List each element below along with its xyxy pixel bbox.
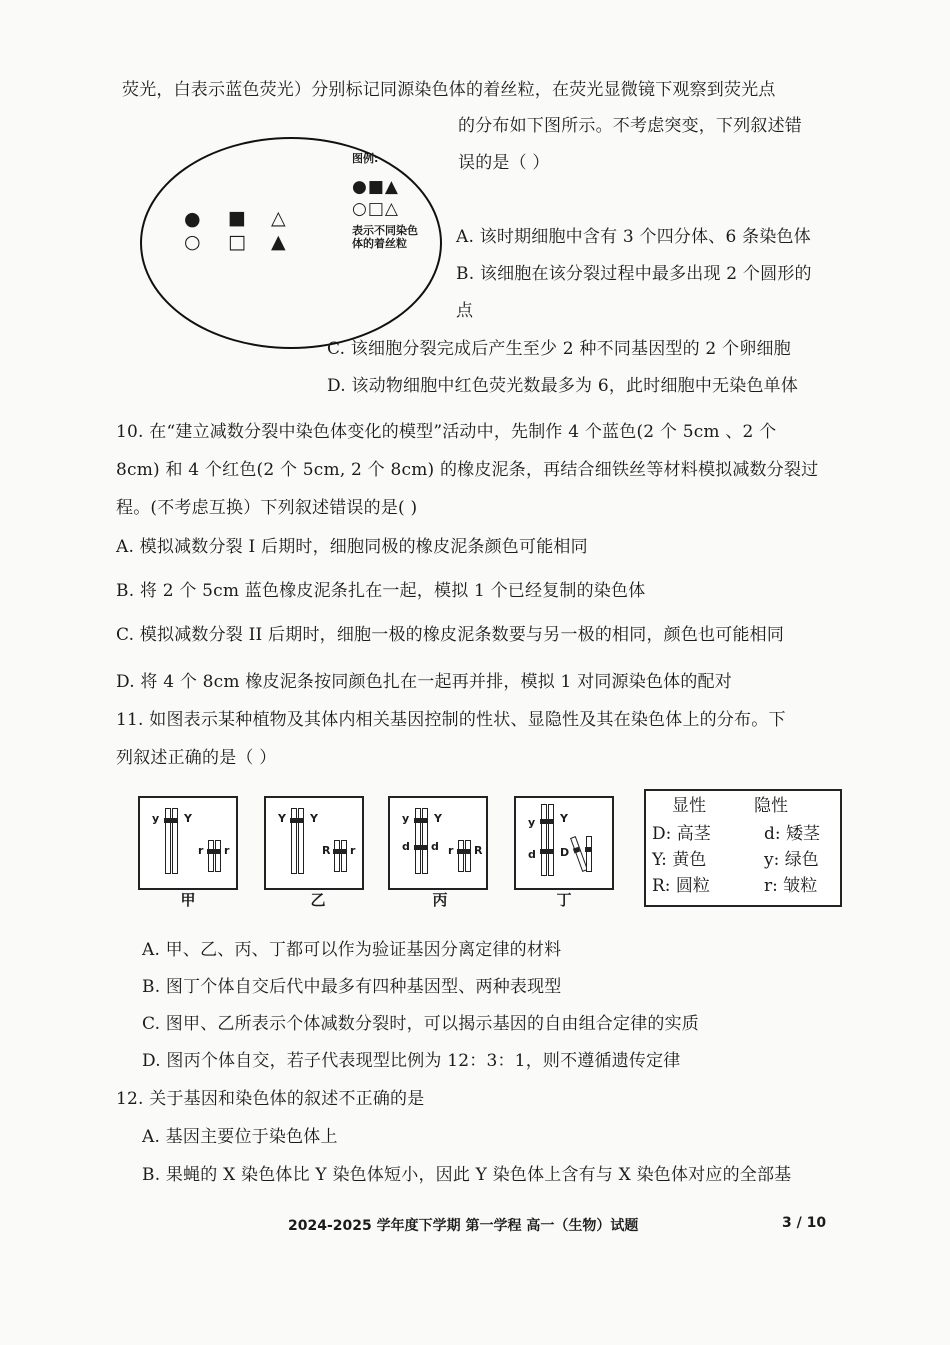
q10-stem-1: 10. 在“建立减数分裂中染色体变化的模型”活动中，先制作 4 个蓝色(2 个 5cm 、2 个 [116, 422, 777, 442]
allele-label: R [474, 844, 483, 857]
allele-label: y [152, 812, 160, 825]
chromosome [422, 808, 428, 874]
allele-label: Y [278, 812, 286, 825]
q10-option-b: B. 将 2 个 5cm 蓝色橡皮泥条扎在一起，模拟 1 个已经复制的染色体 [116, 581, 646, 601]
q10-option-a: A. 模拟减数分裂 I 后期时，细胞同极的橡皮泥条颜色可能相同 [116, 537, 588, 557]
chromosome [215, 840, 221, 872]
q12-option-a: A. 基因主要位于染色体上 [142, 1127, 338, 1147]
gene-panel-bing [388, 796, 488, 890]
q10-option-c: C. 模拟减数分裂 II 后期时，细胞一极的橡皮泥条数要与另一极的相同，颜色也可能相同 [116, 625, 785, 645]
trait-table [644, 789, 842, 907]
allele-label: Y [560, 812, 568, 825]
q9-option-b-cont: 点 [456, 301, 474, 321]
panel-label: 甲 [180, 891, 196, 909]
allele-label: D [560, 846, 570, 859]
allele-label: Y [310, 812, 318, 825]
allele-label: r [448, 844, 454, 857]
table-cell: d: 矮茎 [764, 824, 821, 844]
allele-label: d [431, 840, 439, 853]
table-cell: r: 皱粒 [764, 876, 818, 896]
page-number: 3 / 10 [782, 1215, 827, 1231]
legend-note: 表示不同染色 [352, 224, 418, 237]
table-cell: y: 绿色 [764, 850, 819, 870]
allele-label: r [224, 844, 230, 857]
centromere-symbol: □ [228, 231, 246, 253]
centromere-symbol: ▲ [271, 231, 286, 253]
allele-label: y [528, 816, 536, 829]
legend-row-hollow: ○□△ [352, 199, 399, 219]
q9-line-3: 误的是（ ） [458, 153, 550, 173]
allele-label: y [402, 812, 410, 825]
q10-stem-2: 8cm) 和 4 个红色(2 个 5cm, 2 个 8cm) 的橡皮泥条，再结合细铁丝等材料模拟减数分裂过 [116, 460, 819, 480]
table-cell: D: 高茎 [652, 824, 711, 844]
gene-panel-yi [264, 796, 364, 890]
chromosome [208, 840, 214, 872]
panel-label: 丙 [432, 891, 448, 909]
chromosome [334, 840, 340, 872]
q10-stem-3: 程。(不考虑互换）下列叙述错误的是( ) [116, 498, 418, 518]
allele-label: R [322, 844, 331, 857]
gene-panel-jia [138, 796, 238, 890]
panel-label: 丁 [556, 891, 572, 909]
table-header-dominant: 显性 [672, 796, 706, 816]
chromosome [465, 840, 471, 872]
q11-stem-2: 列叙述正确的是（ ） [116, 748, 277, 768]
panel-label: 乙 [310, 891, 326, 909]
q9-line-1: 荧光，白表示蓝色荧光）分别标记同源染色体的着丝粒，在荧光显微镜下观察到荧光点 [122, 80, 776, 100]
q12-option-b: B. 果蝇的 X 染色体比 Y 染色体短小，因此 Y 染色体上含有与 X 染色体对应的全部基 [142, 1165, 792, 1185]
q11-option-a: A. 甲、乙、丙、丁都可以作为验证基因分离定律的材料 [142, 940, 562, 960]
chromosome [298, 808, 304, 874]
allele-label: r [198, 844, 204, 857]
chromosome [458, 840, 464, 872]
chromosome [548, 804, 554, 876]
q10-option-d: D. 将 4 个 8cm 橡皮泥条按同颜色扎在一起再并排，模拟 1 对同源染色体的配对 [116, 672, 732, 692]
footer-title: 2024-2025 学年度下学期 第一学程 高一（生物）试题 [288, 1218, 639, 1234]
q11-option-d: D. 图丙个体自交，若子代表现型比例为 12：3：1，则不遵循遗传定律 [142, 1051, 681, 1071]
allele-label: Y [434, 812, 442, 825]
q11-option-b: B. 图丁个体自交后代中最多有四种基因型、两种表现型 [142, 977, 562, 997]
centromere-symbol: ■ [228, 207, 246, 229]
q12-stem: 12. 关于基因和染色体的叙述不正确的是 [116, 1089, 425, 1109]
table-header-recessive: 隐性 [754, 796, 788, 816]
allele-label: r [350, 844, 356, 857]
q9-option-b: B. 该细胞在该分裂过程中最多出现 2 个圆形的 [456, 264, 812, 284]
legend-note: 体的着丝粒 [352, 237, 407, 250]
allele-label: d [528, 848, 536, 861]
chromosome [172, 808, 178, 874]
q9-option-a: A. 该时期细胞中含有 3 个四分体、6 条染色体 [456, 227, 811, 247]
legend-title: 图例: [352, 152, 379, 165]
allele-label: Y [184, 812, 192, 825]
table-cell: R: 圆粒 [652, 876, 710, 896]
q9-option-c: C. 该细胞分裂完成后产生至少 2 种不同基因型的 2 个卵细胞 [327, 339, 791, 359]
centromere-symbol: ● [184, 208, 201, 230]
q9-line-2: 的分布如下图所示。不考虑突变，下列叙述错 [458, 116, 802, 136]
q11-stem-1: 11. 如图表示某种植物及其体内相关基因控制的性状、显隐性及其在染色体上的分布。下 [116, 710, 786, 730]
table-cell: Y: 黄色 [652, 850, 707, 870]
q11-option-c: C. 图甲、乙所表示个体减数分裂时，可以揭示基因的自由组合定律的实质 [142, 1014, 700, 1034]
legend [352, 150, 452, 250]
chromosome [341, 840, 347, 872]
legend-row-filled: ●■▲ [352, 177, 399, 197]
chromosome [541, 804, 547, 876]
allele-label: d [402, 840, 410, 853]
chromosome [586, 836, 592, 872]
gene-panel-ding [514, 796, 614, 890]
centromere-symbol: △ [271, 207, 286, 229]
centromere-symbol: ○ [184, 231, 201, 253]
q9-option-d: D. 该动物细胞中红色荧光数最多为 6，此时细胞中无染色单体 [327, 376, 799, 396]
